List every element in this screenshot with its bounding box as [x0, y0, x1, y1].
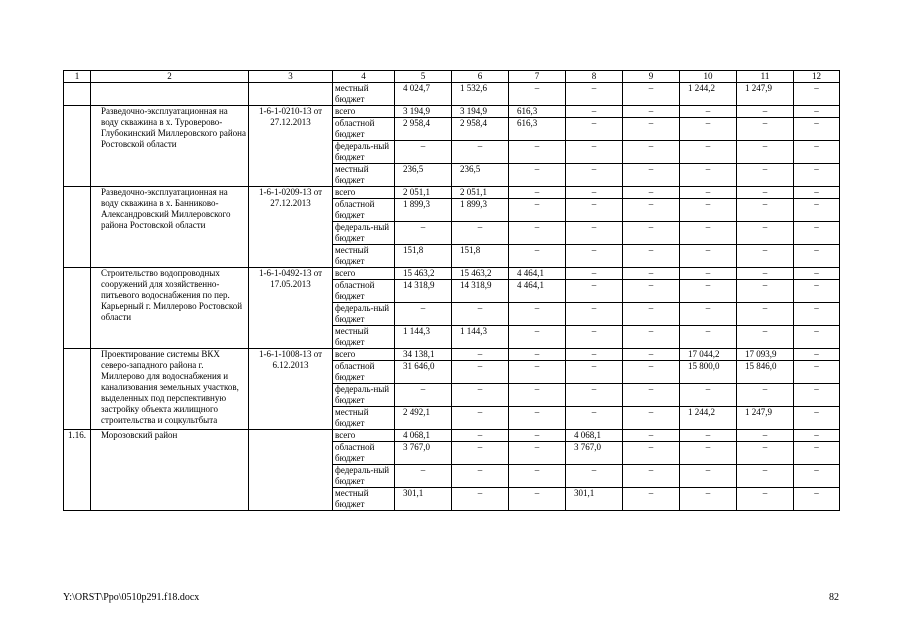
row-number: [64, 106, 91, 187]
value-cell: –: [509, 407, 566, 430]
value-cell: 2 958,4: [395, 118, 452, 141]
budget-type: всего: [333, 106, 395, 118]
value-cell: 1 144,3: [395, 326, 452, 349]
value-cell: –: [623, 442, 680, 465]
value-cell: –: [452, 407, 509, 430]
value-cell: –: [452, 303, 509, 326]
value-cell: –: [509, 222, 566, 245]
budget-type: федераль-ный бюджет: [333, 303, 395, 326]
row-number: [64, 187, 91, 268]
column-header: 10: [680, 71, 737, 83]
budget-type: всего: [333, 349, 395, 361]
value-cell: –: [794, 349, 840, 361]
table-row: [64, 349, 840, 361]
value-cell: 1 899,3: [452, 199, 509, 222]
value-cell: –: [566, 187, 623, 199]
value-cell: –: [737, 118, 794, 141]
value-cell: 301,1: [566, 488, 623, 511]
value-cell: –: [452, 361, 509, 384]
value-cell: 17 044,2: [680, 349, 737, 361]
value-cell: –: [509, 141, 566, 164]
budget-type: местный бюджет: [333, 164, 395, 187]
object-code: [249, 83, 333, 106]
value-cell: –: [794, 361, 840, 384]
value-cell: –: [680, 384, 737, 407]
value-cell: –: [623, 488, 680, 511]
value-cell: 17 093,9: [737, 349, 794, 361]
budget-type: федераль-ный бюджет: [333, 465, 395, 488]
value-cell: –: [566, 222, 623, 245]
value-cell: –: [737, 280, 794, 303]
value-cell: 1 144,3: [452, 326, 509, 349]
value-cell: 4 068,1: [566, 430, 623, 442]
value-cell: –: [794, 106, 840, 118]
value-cell: 1 247,9: [737, 407, 794, 430]
data-table: [63, 70, 840, 511]
value-cell: –: [737, 430, 794, 442]
value-cell: –: [623, 465, 680, 488]
value-cell: –: [737, 442, 794, 465]
value-cell: –: [452, 488, 509, 511]
value-cell: –: [623, 164, 680, 187]
value-cell: –: [623, 361, 680, 384]
value-cell: –: [452, 349, 509, 361]
budget-type: местный бюджет: [333, 488, 395, 511]
budget-type: всего: [333, 187, 395, 199]
value-cell: –: [395, 465, 452, 488]
budget-type: федераль-ный бюджет: [333, 141, 395, 164]
value-cell: –: [623, 106, 680, 118]
object-code: 1-6-1-0209-13 от 27.12.2013: [249, 187, 333, 268]
value-cell: 2 958,4: [452, 118, 509, 141]
value-cell: 2 492,1: [395, 407, 452, 430]
value-cell: 4 024,7: [395, 83, 452, 106]
object-name: Морозовский район: [91, 430, 249, 511]
value-cell: 2 051,1: [395, 187, 452, 199]
value-cell: –: [509, 442, 566, 465]
value-cell: –: [794, 430, 840, 442]
value-cell: 236,5: [452, 164, 509, 187]
value-cell: 3 194,9: [452, 106, 509, 118]
value-cell: –: [566, 465, 623, 488]
value-cell: –: [680, 187, 737, 199]
value-cell: –: [737, 187, 794, 199]
value-cell: –: [794, 303, 840, 326]
value-cell: –: [566, 83, 623, 106]
table-row: [64, 187, 840, 199]
value-cell: –: [566, 268, 623, 280]
value-cell: –: [680, 430, 737, 442]
value-cell: –: [566, 245, 623, 268]
row-number: [64, 268, 91, 349]
value-cell: 301,1: [395, 488, 452, 511]
value-cell: –: [737, 106, 794, 118]
value-cell: –: [794, 326, 840, 349]
value-cell: –: [794, 118, 840, 141]
value-cell: –: [566, 118, 623, 141]
value-cell: –: [566, 361, 623, 384]
budget-type: областной бюджет: [333, 118, 395, 141]
file-path: Y:\ORST\Ppo\0510p291.f18.docx: [63, 592, 200, 603]
value-cell: –: [737, 268, 794, 280]
value-cell: 1 247,9: [737, 83, 794, 106]
value-cell: 14 318,9: [395, 280, 452, 303]
table-row: [64, 106, 840, 118]
value-cell: –: [794, 384, 840, 407]
value-cell: –: [623, 430, 680, 442]
value-cell: –: [509, 187, 566, 199]
column-header: 2: [91, 71, 249, 83]
value-cell: 15 463,2: [395, 268, 452, 280]
value-cell: –: [452, 384, 509, 407]
value-cell: –: [737, 141, 794, 164]
value-cell: –: [680, 141, 737, 164]
value-cell: –: [794, 141, 840, 164]
table-row: [64, 83, 840, 106]
value-cell: –: [794, 199, 840, 222]
object-name: Разведочно-эксплуатационная на воду скважина в х. Банниково-Александровский Миллеровского района Ростовской области: [91, 187, 249, 268]
value-cell: 3 767,0: [395, 442, 452, 465]
value-cell: –: [509, 384, 566, 407]
budget-type: областной бюджет: [333, 280, 395, 303]
value-cell: 151,8: [452, 245, 509, 268]
value-cell: 3 194,9: [395, 106, 452, 118]
value-cell: –: [680, 488, 737, 511]
value-cell: –: [395, 222, 452, 245]
value-cell: –: [452, 442, 509, 465]
column-header: 3: [249, 71, 333, 83]
value-cell: –: [509, 303, 566, 326]
value-cell: –: [566, 106, 623, 118]
value-cell: –: [452, 465, 509, 488]
budget-type: местный бюджет: [333, 407, 395, 430]
value-cell: 236,5: [395, 164, 452, 187]
value-cell: –: [623, 199, 680, 222]
value-cell: 1 244,2: [680, 83, 737, 106]
column-header: 8: [566, 71, 623, 83]
value-cell: –: [680, 280, 737, 303]
table-row: [64, 430, 840, 442]
value-cell: –: [623, 326, 680, 349]
value-cell: –: [794, 465, 840, 488]
column-header: 7: [509, 71, 566, 83]
header-row: [64, 71, 840, 83]
budget-type: федераль-ный бюджет: [333, 384, 395, 407]
column-header: 9: [623, 71, 680, 83]
value-cell: –: [623, 407, 680, 430]
value-cell: –: [566, 164, 623, 187]
value-cell: –: [737, 222, 794, 245]
value-cell: 616,3: [509, 106, 566, 118]
value-cell: –: [680, 164, 737, 187]
value-cell: –: [737, 303, 794, 326]
budget-type: местный бюджет: [333, 245, 395, 268]
value-cell: –: [395, 384, 452, 407]
budget-type: местный бюджет: [333, 83, 395, 106]
value-cell: –: [452, 222, 509, 245]
column-header: 12: [794, 71, 840, 83]
value-cell: –: [509, 83, 566, 106]
object-code: 1-6-1-0210-13 от 27.12.2013: [249, 106, 333, 187]
value-cell: –: [737, 326, 794, 349]
object-name: Разведочно-эксплуатационная на воду скважина в х. Туроверово-Глубокинский Миллеровского района Ростовской области: [91, 106, 249, 187]
value-cell: –: [623, 384, 680, 407]
value-cell: –: [623, 118, 680, 141]
column-header: 11: [737, 71, 794, 83]
value-cell: –: [395, 141, 452, 164]
value-cell: –: [509, 488, 566, 511]
value-cell: –: [680, 199, 737, 222]
value-cell: –: [509, 199, 566, 222]
value-cell: –: [794, 187, 840, 199]
budget-type: областной бюджет: [333, 199, 395, 222]
budget-type: всего: [333, 430, 395, 442]
value-cell: 4 464,1: [509, 268, 566, 280]
object-code: 1-6-1-1008-13 от 6.12.2013: [249, 349, 333, 430]
value-cell: –: [794, 488, 840, 511]
value-cell: –: [737, 384, 794, 407]
value-cell: –: [680, 245, 737, 268]
value-cell: –: [794, 83, 840, 106]
object-name: Строительство водопроводных сооружений для хозяйственно-питьевого водоснабжения по пер. Карьерный г. Миллерово Ростовской области: [91, 268, 249, 349]
value-cell: –: [680, 326, 737, 349]
value-cell: –: [566, 199, 623, 222]
value-cell: –: [509, 361, 566, 384]
value-cell: –: [509, 326, 566, 349]
value-cell: 151,8: [395, 245, 452, 268]
value-cell: –: [566, 280, 623, 303]
value-cell: –: [794, 245, 840, 268]
value-cell: –: [680, 442, 737, 465]
value-cell: –: [623, 268, 680, 280]
column-header: 5: [395, 71, 452, 83]
value-cell: –: [566, 141, 623, 164]
value-cell: 4 464,1: [509, 280, 566, 303]
value-cell: –: [509, 430, 566, 442]
value-cell: –: [623, 187, 680, 199]
page-number: 82: [829, 592, 839, 603]
value-cell: 34 138,1: [395, 349, 452, 361]
value-cell: –: [794, 442, 840, 465]
value-cell: 2 051,1: [452, 187, 509, 199]
column-header: 1: [64, 71, 91, 83]
row-number: 1.16.: [64, 430, 91, 511]
value-cell: –: [794, 280, 840, 303]
value-cell: –: [566, 407, 623, 430]
value-cell: –: [566, 303, 623, 326]
value-cell: –: [509, 164, 566, 187]
row-number: [64, 349, 91, 430]
value-cell: –: [623, 245, 680, 268]
column-header: 4: [333, 71, 395, 83]
value-cell: –: [623, 349, 680, 361]
value-cell: 1 244,2: [680, 407, 737, 430]
value-cell: –: [566, 349, 623, 361]
value-cell: –: [623, 141, 680, 164]
object-code: 1-6-1-0492-13 от 17.05.2013: [249, 268, 333, 349]
value-cell: –: [737, 465, 794, 488]
value-cell: –: [794, 268, 840, 280]
value-cell: –: [680, 465, 737, 488]
value-cell: –: [680, 222, 737, 245]
value-cell: 3 767,0: [566, 442, 623, 465]
value-cell: –: [737, 199, 794, 222]
value-cell: –: [680, 268, 737, 280]
value-cell: –: [623, 222, 680, 245]
budget-type: областной бюджет: [333, 442, 395, 465]
budget-type: местный бюджет: [333, 326, 395, 349]
value-cell: –: [680, 106, 737, 118]
value-cell: –: [623, 83, 680, 106]
value-cell: 15 463,2: [452, 268, 509, 280]
value-cell: –: [452, 141, 509, 164]
object-name: Проектирование системы ВКХ северо-западного района г. Миллерово для водоснабжения и канализования земельных участков, выделенных под перспективную застройку объекта жилищного строительства и соцкультбыта: [91, 349, 249, 430]
object-name: [91, 83, 249, 106]
column-header: 6: [452, 71, 509, 83]
value-cell: 616,3: [509, 118, 566, 141]
value-cell: –: [509, 245, 566, 268]
value-cell: –: [395, 303, 452, 326]
value-cell: –: [680, 303, 737, 326]
value-cell: 15 846,0: [737, 361, 794, 384]
row-number: [64, 83, 91, 106]
value-cell: –: [794, 222, 840, 245]
value-cell: 15 800,0: [680, 361, 737, 384]
value-cell: –: [737, 488, 794, 511]
value-cell: 31 646,0: [395, 361, 452, 384]
value-cell: –: [566, 384, 623, 407]
value-cell: –: [680, 118, 737, 141]
value-cell: 1 532,6: [452, 83, 509, 106]
value-cell: –: [623, 280, 680, 303]
table-row: [64, 268, 840, 280]
budget-type: всего: [333, 268, 395, 280]
value-cell: –: [623, 303, 680, 326]
value-cell: 14 318,9: [452, 280, 509, 303]
budget-type: областной бюджет: [333, 361, 395, 384]
value-cell: 4 068,1: [395, 430, 452, 442]
value-cell: –: [794, 164, 840, 187]
value-cell: –: [566, 326, 623, 349]
value-cell: –: [737, 245, 794, 268]
value-cell: –: [509, 349, 566, 361]
value-cell: –: [509, 465, 566, 488]
value-cell: 1 899,3: [395, 199, 452, 222]
value-cell: –: [794, 407, 840, 430]
value-cell: –: [452, 430, 509, 442]
object-code: [249, 430, 333, 511]
budget-type: федераль-ный бюджет: [333, 222, 395, 245]
value-cell: –: [737, 164, 794, 187]
